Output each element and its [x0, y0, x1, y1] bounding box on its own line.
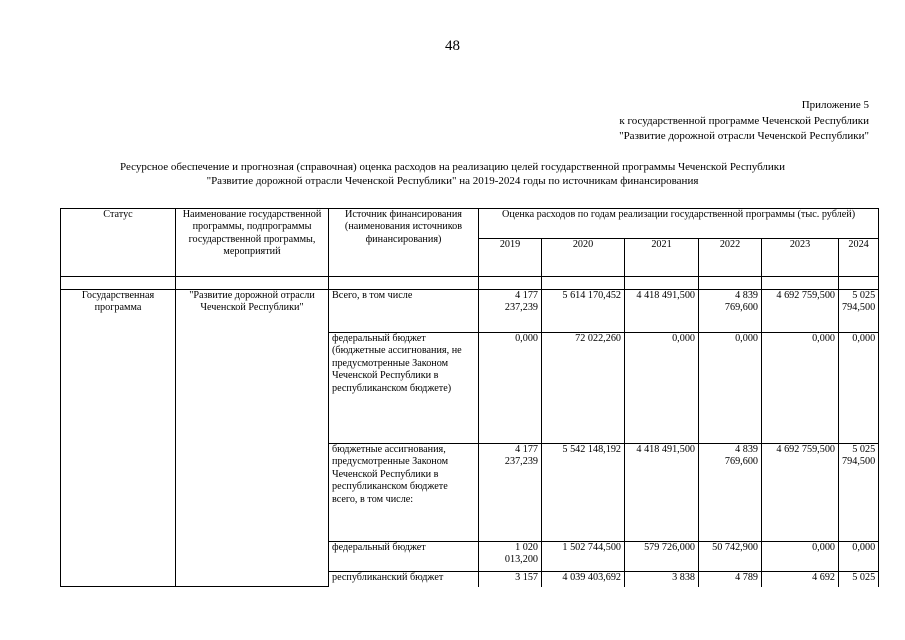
header-year: 2022: [699, 239, 762, 277]
value-cell: 4 692 759,500: [762, 444, 839, 542]
funding-source-cell: федеральный бюджет: [329, 542, 479, 572]
value-cell: 4 177 237,239: [479, 444, 542, 542]
value-cell: 0,000: [839, 542, 879, 572]
value-cell: 4 418 491,500: [625, 290, 699, 333]
funding-source-cell: республиканский бюджет: [329, 572, 479, 587]
value-cell: 4 692 759,500: [762, 290, 839, 333]
spacer-row: [61, 277, 879, 290]
value-cell: 579 726,000: [625, 542, 699, 572]
document-title-line-1: Ресурсное обеспечение и прогнозная (справочная) оценка расходов на реализацию целей государственной программы Чеченской Республики: [119, 161, 786, 173]
budget-table: [60, 208, 879, 587]
value-cell: 0,000: [479, 333, 542, 444]
value-cell: 0,000: [762, 333, 839, 444]
appendix-header: [619, 98, 869, 145]
appendix-line-1: Приложение 5: [801, 99, 869, 111]
header-year: 2024: [839, 239, 879, 277]
header-expense-estimate: Оценка расходов по годам реализации государственной программы (тыс. рублей): [479, 209, 879, 239]
funding-source-cell: федеральный бюджет (бюджетные ассигнования, не предусмотренные Законом Чеченской Республики в республиканском бюджете): [329, 333, 479, 444]
appendix-line-3: "Развитие дорожной отрасли Чеченской Республики": [619, 130, 869, 142]
header-year: 2023: [762, 239, 839, 277]
document-title-line-2: "Развитие дорожной отрасли Чеченской Республики" на 2019-2024 годы по источникам финансирования: [206, 175, 699, 187]
value-cell: 4 177 237,239: [479, 290, 542, 333]
value-cell: 50 742,900: [699, 542, 762, 572]
header-year: 2019: [479, 239, 542, 277]
value-cell: 4 839 769,600: [699, 290, 762, 333]
value-cell: 72 022,260: [542, 333, 625, 444]
value-cell: 0,000: [699, 333, 762, 444]
value-cell: 4 789: [699, 572, 762, 587]
value-cell: 4 418 491,500: [625, 444, 699, 542]
status-cell: Государственная программа: [61, 290, 176, 587]
value-cell: 0,000: [625, 333, 699, 444]
header-status: Статус: [61, 209, 176, 277]
table-row: [61, 290, 879, 333]
value-cell: 1 502 744,500: [542, 542, 625, 572]
value-cell: 1 020 013,200: [479, 542, 542, 572]
value-cell: 4 839 769,600: [699, 444, 762, 542]
value-cell: 4 039 403,692: [542, 572, 625, 587]
value-cell: 3 157: [479, 572, 542, 587]
header-year: 2020: [542, 239, 625, 277]
value-cell: 0,000: [839, 333, 879, 444]
value-cell: 5 025: [839, 572, 879, 587]
header-year: 2021: [625, 239, 699, 277]
value-cell: 5 025 794,500: [839, 290, 879, 333]
appendix-line-2: к государственной программе Чеченской Республики: [619, 114, 869, 127]
header-program-name: Наименование государственной программы, подпрограммы государственной программы, мероприятий: [176, 209, 329, 277]
funding-source-cell: бюджетные ассигнования, предусмотренные Законом Чеченской Республики в республиканском бюджете всего, в том числе:: [329, 444, 479, 542]
value-cell: 4 692: [762, 572, 839, 587]
value-cell: 3 838: [625, 572, 699, 587]
page-number: 48: [445, 38, 460, 54]
header-funding-source: Источник финансирования (наименования источников финансирования): [329, 209, 479, 277]
document-title: [0, 160, 905, 188]
value-cell: 5 025 794,500: [839, 444, 879, 542]
value-cell: 0,000: [762, 542, 839, 572]
value-cell: 5 542 148,192: [542, 444, 625, 542]
program-name-cell: "Развитие дорожной отрасли Чеченской Республики": [176, 290, 329, 587]
funding-source-cell: Всего, в том числе: [329, 290, 479, 333]
value-cell: 5 614 170,452: [542, 290, 625, 333]
